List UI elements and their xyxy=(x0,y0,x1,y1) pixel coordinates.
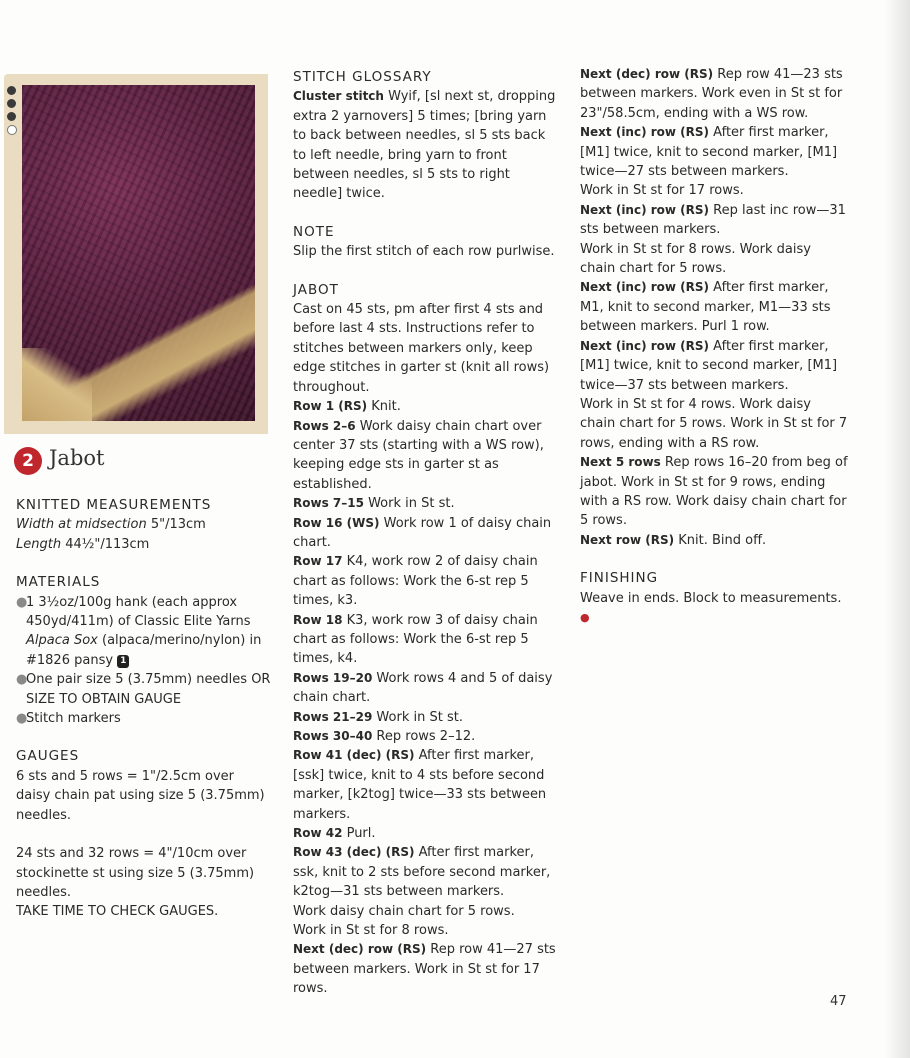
materials-item-markers: ● Stitch markers xyxy=(16,709,271,728)
pattern-title: Jabot xyxy=(49,446,105,470)
materials-item-needles: ● One pair size 5 (3.75mm) needles OR SIZE TO OBTAIN GAUGE xyxy=(16,672,271,707)
instruction-row-text: After first marker, M1, knit to second marker, M1—33 sts between markers. Purl 1 row. xyxy=(580,280,831,335)
instruction-row xyxy=(580,531,850,550)
note-text: Slip the first stitch of each row purlwise. xyxy=(293,244,555,260)
skill-dot-filled xyxy=(7,86,16,95)
instruction-row xyxy=(293,746,561,824)
instruction-row xyxy=(293,514,561,553)
instruction-row-text: Work daisy chain chart for 5 rows. xyxy=(293,903,515,919)
instruction-row xyxy=(293,902,561,921)
instruction-row-label: Row 16 (WS) xyxy=(293,515,380,530)
instruction-row-text: Work in St st for 8 rows. Work daisy chain chart for 5 rows. xyxy=(580,241,811,277)
instruction-row-label: Rows 7–15 xyxy=(293,496,364,511)
instruction-row xyxy=(580,181,850,200)
column-right xyxy=(580,65,850,627)
length-measurement xyxy=(16,535,271,554)
instruction-row xyxy=(293,843,561,901)
instruction-row-label: Row 41 (dec) (RS) xyxy=(293,748,415,763)
cluster-stitch-label: Cluster stitch xyxy=(293,89,384,104)
instruction-row-text: Work daisy chain chart over center 37 sts (starting with a WS row), keeping edge sts in garter st as established. xyxy=(293,418,544,492)
column-middle xyxy=(293,68,561,999)
instruction-row-label: Rows 2–6 xyxy=(293,418,356,433)
stitch-glossary-heading: STITCH GLOSSARY xyxy=(293,69,432,85)
instruction-row xyxy=(293,708,561,727)
instruction-row xyxy=(580,337,850,395)
instruction-row xyxy=(580,123,850,181)
pattern-number-badge: 2 xyxy=(14,447,42,475)
instruction-row xyxy=(580,201,850,240)
jabot-rows-middle xyxy=(293,397,561,999)
instruction-row-text: Purl. xyxy=(342,826,376,842)
width-label: Width at midsection xyxy=(16,517,147,533)
instruction-row-label: Next row (RS) xyxy=(580,532,675,547)
gauges-heading: GAUGES xyxy=(16,748,80,765)
column-left xyxy=(16,496,271,922)
instruction-row-label: Row 42 xyxy=(293,826,343,841)
instruction-row-text: Work rows 4 and 5 of daisy chain chart. xyxy=(293,670,553,706)
instruction-row-text: Knit. xyxy=(367,399,401,415)
instruction-row-text: K4, work row 2 of daisy chain chart as follows: Work the 6-st rep 5 times, k3. xyxy=(293,554,538,609)
instruction-row-label: Row 18 xyxy=(293,612,343,627)
knitted-measurements-heading: KNITTED MEASUREMENTS xyxy=(16,497,212,513)
instruction-row xyxy=(293,417,561,495)
width-value: 5"/13cm xyxy=(146,517,206,533)
jabot-intro: Cast on 45 sts, pm after first 4 sts and before last 4 sts. Instructions refer to stitches between markers only, keep edge stitches in garter st (knit all rows) throughout. xyxy=(293,302,550,395)
materials-heading: MATERIALS xyxy=(16,574,101,591)
instruction-row-text: After first marker, [ssk] twice, knit to 4 sts before second marker, [k2tog] twice—33 sts between markers. xyxy=(293,748,547,822)
instruction-row-text: After first marker, ssk, knit to 2 sts before second marker, k2tog—31 sts between markers. xyxy=(293,845,551,900)
gauge-stockinette: 24 sts and 32 rows = 4"/10cm over stockinette st using size 5 (3.75mm) needles. xyxy=(16,846,255,900)
materials-item-yarn: ● 1 3½oz/100g hank (each approx 450yd/411m) of Classic Elite Yarns Alpaca Sox (alpaca/merino/nylon) in #1826 pansy 1 xyxy=(16,594,262,668)
instruction-row-label: Row 43 (dec) (RS) xyxy=(293,845,415,860)
jabot-rows-right xyxy=(580,65,850,550)
instruction-row xyxy=(580,278,850,336)
gauge-check-note: TAKE TIME TO CHECK GAUGES. xyxy=(16,904,219,920)
instruction-row-label: Next (inc) row (RS) xyxy=(580,202,710,217)
instruction-row xyxy=(293,397,561,416)
page-gutter-shadow xyxy=(884,0,910,1058)
photo-background-corner xyxy=(22,348,92,421)
instruction-row xyxy=(293,494,561,513)
instruction-row-text: Work in St st for 17 rows. xyxy=(580,183,744,199)
instruction-row-text: Knit. Bind off. xyxy=(674,532,767,548)
instruction-row-label: Rows 19–20 xyxy=(293,670,373,685)
instruction-row xyxy=(293,940,561,998)
instruction-row xyxy=(293,727,561,746)
instruction-row xyxy=(580,65,850,123)
instruction-row-label: Next (inc) row (RS) xyxy=(580,280,710,295)
skill-dot-filled xyxy=(7,99,16,108)
instruction-row-text: Work in St st for 8 rows. xyxy=(293,923,449,939)
instruction-row xyxy=(580,453,850,531)
instruction-row-text: Work in St st. xyxy=(363,496,455,512)
instruction-row-text: After first marker, [M1] twice, knit to second marker, [M1] twice—27 sts between markers. xyxy=(580,125,838,180)
instruction-row-label: Row 17 xyxy=(293,554,343,569)
instruction-row-label: Rows 21–29 xyxy=(293,709,373,724)
instruction-row-text: Rep rows 2–12. xyxy=(372,729,476,744)
instruction-row-label: Next (inc) row (RS) xyxy=(580,338,710,353)
yarn-weight-icon: 1 xyxy=(117,655,129,668)
finishing-text: Weave in ends. Block to measurements. ● xyxy=(580,590,842,624)
instruction-row-label: Next 5 rows xyxy=(580,455,661,470)
skill-level-dots xyxy=(7,86,19,139)
instruction-row xyxy=(293,611,561,669)
jabot-heading: JABOT xyxy=(293,281,339,298)
end-of-pattern-icon: ● xyxy=(580,610,590,624)
instruction-row xyxy=(293,824,561,843)
yarn-name: Alpaca Sox xyxy=(26,633,98,649)
length-label: Length xyxy=(16,536,62,552)
cluster-stitch-entry: Cluster stitch Wyif, [sl next st, dropping extra 2 yarnovers] 5 times; [bring yarn to back between needles, sl 5 sts back to left needle, bring yarn to front between needles, sl 5 sts to right needle] twice. xyxy=(293,89,556,202)
length-value: 44½"/113cm xyxy=(61,536,150,552)
skill-dot-empty xyxy=(7,125,17,135)
instruction-row-text: Work in St st. xyxy=(372,709,463,725)
instruction-row-text: K3, work row 3 of daisy chain chart as follows: Work the 6-st rep 5 times, k4. xyxy=(293,612,538,667)
instruction-row-label: Next (dec) row (RS) xyxy=(293,942,427,957)
instruction-row xyxy=(293,669,561,708)
instruction-row-text: Rep row 41—23 sts between markers. Work even in St st for 23"/58.5cm, ending with a WS row. xyxy=(580,67,843,121)
instruction-row-text: Work in St st for 4 rows. Work daisy chain chart for 5 rows. Work in St st for 7 rows, ending with a RS row. xyxy=(580,396,848,451)
bullet-icon: ● xyxy=(16,711,28,727)
instruction-row xyxy=(293,552,561,610)
instruction-row-text: Rep rows 16–20 from beg of jabot. Work in St st for 9 rows, ending with a RS row. Work daisy chain chart for 5 rows. xyxy=(580,455,848,529)
instruction-row-text: Work row 1 of daisy chain chart. xyxy=(293,515,552,550)
instruction-row xyxy=(580,395,850,453)
gauge-daisy-chain: 6 sts and 5 rows = 1"/2.5cm over daisy chain pat using size 5 (3.75mm) needles. xyxy=(16,768,265,823)
bullet-icon: ● xyxy=(16,672,28,688)
finishing-heading: FINISHING xyxy=(580,570,659,587)
page-number: 47 xyxy=(830,994,847,1009)
skill-dot-filled xyxy=(7,112,16,121)
instruction-row-label: Row 1 (RS) xyxy=(293,399,368,414)
instruction-row-text: Rep row 41—27 sts between markers. Work in St st for 17 rows. xyxy=(293,942,556,997)
instruction-row xyxy=(293,921,561,940)
instruction-row-text: After first marker, [M1] twice, knit to second marker, [M1] twice—37 sts between markers. xyxy=(580,338,838,393)
instruction-row-text: Rep last inc row—31 sts between markers. xyxy=(580,202,846,238)
width-measurement xyxy=(16,515,271,534)
instruction-row-label: Rows 30–40 xyxy=(293,729,373,743)
note-heading: NOTE xyxy=(293,223,335,240)
bullet-icon: ● xyxy=(16,594,28,610)
instruction-row xyxy=(580,240,850,279)
instruction-row-label: Next (dec) row (RS) xyxy=(580,67,714,81)
instruction-row-label: Next (inc) row (RS) xyxy=(580,125,710,140)
